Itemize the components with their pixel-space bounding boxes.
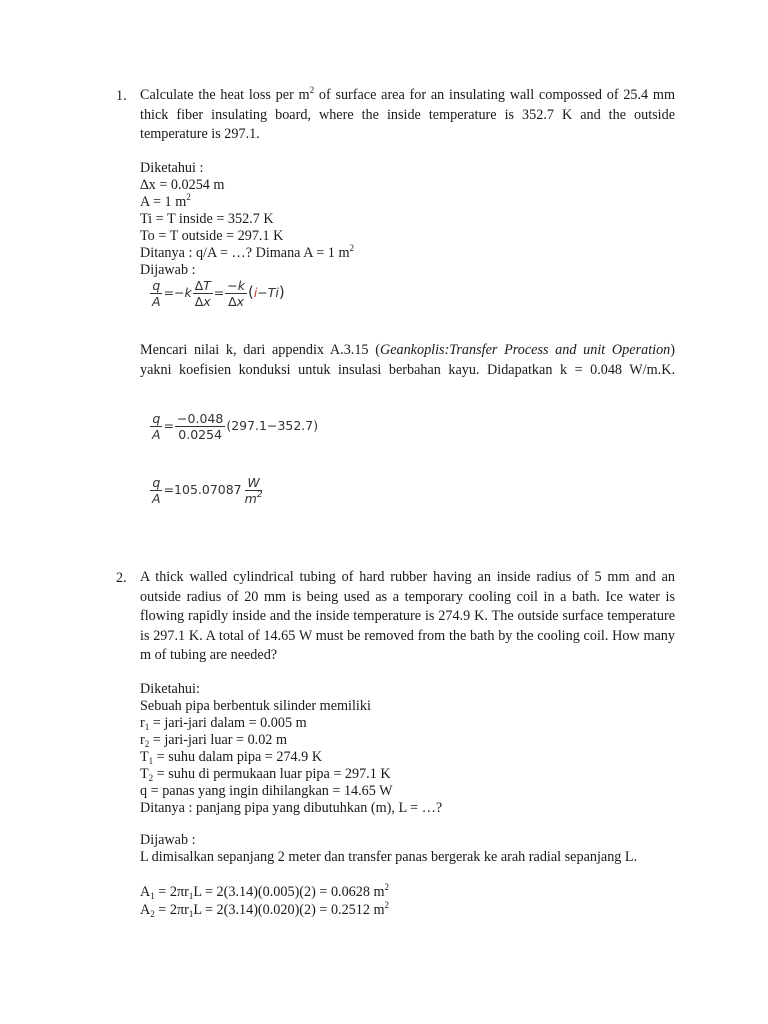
eq2-eq: = bbox=[163, 418, 175, 433]
q2-a2 bbox=[140, 902, 389, 919]
eq2-num: −0.048 bbox=[177, 411, 224, 426]
a2-sup: 2 bbox=[384, 900, 390, 910]
eq1-k: k bbox=[184, 285, 192, 300]
q1-answer-title: Dijawab : bbox=[140, 262, 196, 278]
eq3-m-sup: 2 bbox=[256, 490, 263, 500]
mencari-a: Mencari nilai k, dari appendix A.3.15 ( bbox=[140, 342, 380, 358]
q2-answer-title: Dijawab : bbox=[140, 832, 196, 848]
a1-sup: 2 bbox=[384, 882, 390, 892]
eq1-dx2: ∆x bbox=[228, 294, 244, 309]
q2-a1 bbox=[140, 884, 389, 901]
eq3-W: W bbox=[247, 475, 260, 490]
r1-sym: r bbox=[140, 715, 145, 731]
q2-r1 bbox=[140, 715, 307, 732]
a1-text-b: L = 2(3.14)(0.005)(2) = 0.0628 m bbox=[193, 884, 385, 900]
eq2-q: q bbox=[152, 411, 161, 426]
mencari-b: ) yakni koefisien konduksi untuk insulasi berbahan kayu. Didapatkan k = 0.048 W/m.K. bbox=[140, 342, 675, 378]
q1-asked bbox=[140, 245, 354, 262]
eq3-m: m bbox=[244, 491, 257, 506]
eq1-A: A bbox=[152, 294, 161, 309]
eq1-dT: ∆T bbox=[194, 278, 211, 293]
eq1-frac-qa bbox=[150, 278, 163, 309]
q1-asked-text: Ditanya : q/A = …? Dimana A = 1 m bbox=[140, 245, 350, 261]
a2-text-b: L = 2(3.14)(0.020)(2) = 0.2512 m bbox=[193, 902, 385, 918]
eq2-rest: (297.1−352.7) bbox=[226, 418, 319, 433]
eq2-frac-qa bbox=[150, 411, 163, 442]
a2-text-a: = 2πr bbox=[154, 902, 189, 918]
problem-1-sup: 2 bbox=[309, 85, 315, 95]
r2-text: = jari-jari luar = 0.02 m bbox=[149, 732, 287, 748]
q2-r2 bbox=[140, 732, 287, 749]
r2-sub: 2 bbox=[144, 739, 150, 749]
t1-sub: 1 bbox=[148, 756, 154, 766]
a1-r-sub: 1 bbox=[188, 891, 194, 901]
problem-1-text-a: Calculate the heat loss per m bbox=[140, 87, 310, 103]
q2-t2 bbox=[140, 766, 391, 783]
eq3-value: =105.07087 bbox=[163, 482, 242, 497]
q2-assume: L dimisalkan sepanjang 2 meter dan transfer panas bergerak ke arah radial sepanjang L. bbox=[140, 849, 638, 865]
equation-2 bbox=[149, 411, 318, 442]
a2-sub: 2 bbox=[150, 909, 155, 919]
eq1-red-i: i bbox=[253, 285, 258, 300]
t1-text: = suhu dalam pipa = 274.9 K bbox=[153, 749, 323, 765]
q1-asked-sup: 2 bbox=[349, 243, 354, 253]
eq1-close: ) bbox=[278, 283, 285, 301]
t1-sym: T bbox=[140, 749, 149, 765]
a2-r-sub: 1 bbox=[188, 909, 194, 919]
eq1-frac-kdx bbox=[225, 278, 247, 309]
q1-area bbox=[140, 194, 191, 211]
r1-text: = jari-jari dalam = 0.005 m bbox=[149, 715, 307, 731]
q1-ti: Ti = T inside = 352.7 K bbox=[140, 211, 274, 227]
q2-intro: Sebuah pipa berbentuk silinder memiliki bbox=[140, 698, 371, 714]
q1-dx: ∆x = 0.0254 m bbox=[140, 177, 225, 193]
eq1-mk: −k bbox=[227, 278, 245, 293]
a1-text-a: = 2πr bbox=[154, 884, 189, 900]
problem-2-number: 2. bbox=[116, 570, 127, 586]
a2-sym: A bbox=[140, 902, 151, 918]
q2-known-title: Diketahui: bbox=[140, 681, 200, 697]
q1-area-text: A = 1 m bbox=[140, 194, 187, 210]
problem-1-number: 1. bbox=[116, 88, 127, 104]
eq1-eq2: = bbox=[213, 285, 225, 300]
eq3-frac-qa bbox=[150, 475, 163, 506]
q2-asked: Ditanya : panjang pipa yang dibutuhkan (m), L = …? bbox=[140, 800, 443, 816]
t2-text: = suhu di permukaan luar pipa = 297.1 K bbox=[153, 766, 391, 782]
q1-mencari-text bbox=[140, 341, 675, 380]
q1-known-title: Diketahui : bbox=[140, 160, 204, 176]
eq3-q: q bbox=[152, 475, 161, 490]
eq3-A: A bbox=[152, 491, 161, 506]
eq2-A: A bbox=[152, 427, 161, 442]
problem-1-text bbox=[140, 86, 675, 145]
q1-to: To = T outside = 297.1 K bbox=[140, 228, 284, 244]
a1-sub: 1 bbox=[150, 891, 155, 901]
q1-area-sup: 2 bbox=[186, 192, 191, 202]
eq3-frac-unit bbox=[243, 475, 265, 506]
eq1-q: q bbox=[152, 278, 161, 293]
eq1-dx: ∆x bbox=[194, 294, 211, 309]
problem-1-text-b: of surface area for an insulating wall compossed of 25.4 mm thick fiber insulating board, where the inside temperature is 352.7 K and the outside temperature is 297.1. bbox=[140, 87, 675, 142]
problem-2-text: A thick walled cylindrical tubing of hard rubber having an inside radius of 5 mm and an outside radius of 20 mm is being used as a temporary cooling coil in a bath. Ice water is flowing rapidly inside and the inside temperature is 274.9 K. The outside surface temperature is 297.1 K. A total of 14.65 W must be removed from the bath by the cooling coil. How many m of tubing are needed? bbox=[140, 569, 675, 663]
eq1-minus-ti: −Ti bbox=[257, 285, 279, 300]
eq2-frac-num bbox=[175, 411, 225, 442]
equation-3 bbox=[149, 475, 266, 506]
r1-sub: 1 bbox=[144, 722, 150, 732]
q2-q: q = panas yang ingin dihilangkan = 14.65 W bbox=[140, 783, 393, 799]
q2-t1 bbox=[140, 749, 322, 766]
t2-sym: T bbox=[140, 766, 149, 782]
eq1-eq: =− bbox=[163, 285, 185, 300]
eq1-open: ( bbox=[247, 283, 254, 301]
eq1-frac-dtdx bbox=[193, 278, 213, 309]
t2-sub: 2 bbox=[148, 773, 154, 783]
a1-sym: A bbox=[140, 884, 151, 900]
eq2-den: 0.0254 bbox=[178, 427, 223, 442]
eq3-m2 bbox=[243, 491, 265, 506]
r2-sym: r bbox=[140, 732, 145, 748]
mencari-ref: Geankoplis:Transfer Process and unit Operation bbox=[379, 342, 671, 358]
equation-1 bbox=[149, 278, 285, 309]
